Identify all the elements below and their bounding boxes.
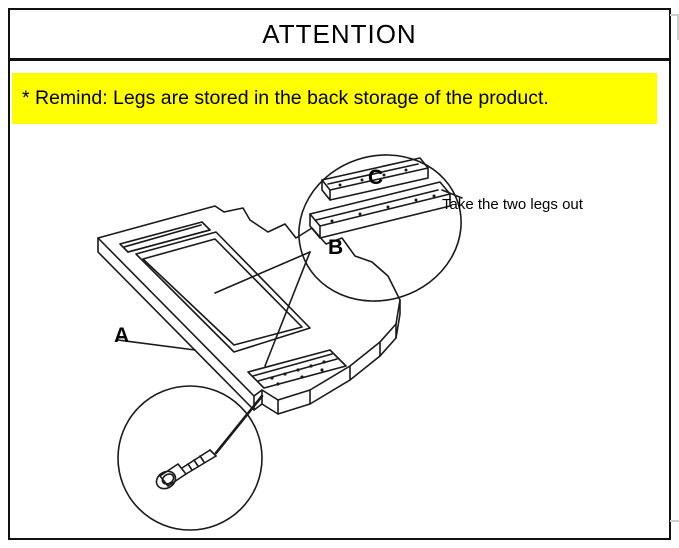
remind-text: * Remind: Legs are stored in the back storage of the product. — [22, 87, 549, 109]
callout-label-a: A — [114, 324, 130, 347]
remind-banner — [12, 73, 657, 124]
leader-line-a — [118, 340, 195, 350]
assembly-illustration — [10, 128, 669, 538]
illustration-svg — [10, 128, 669, 538]
product-board — [98, 206, 400, 414]
callout-label-c: C — [368, 166, 384, 189]
page-corner-mark-bottom — [670, 520, 679, 522]
title-bar — [10, 10, 669, 58]
page-title: ATTENTION — [262, 18, 417, 49]
take-legs-out-note: Take the two legs out — [442, 196, 583, 213]
callout-label-b: B — [328, 236, 344, 259]
zoom-bubble-legs — [280, 134, 480, 322]
zoom-bubble-screw — [118, 386, 262, 530]
title-divider — [10, 58, 669, 61]
